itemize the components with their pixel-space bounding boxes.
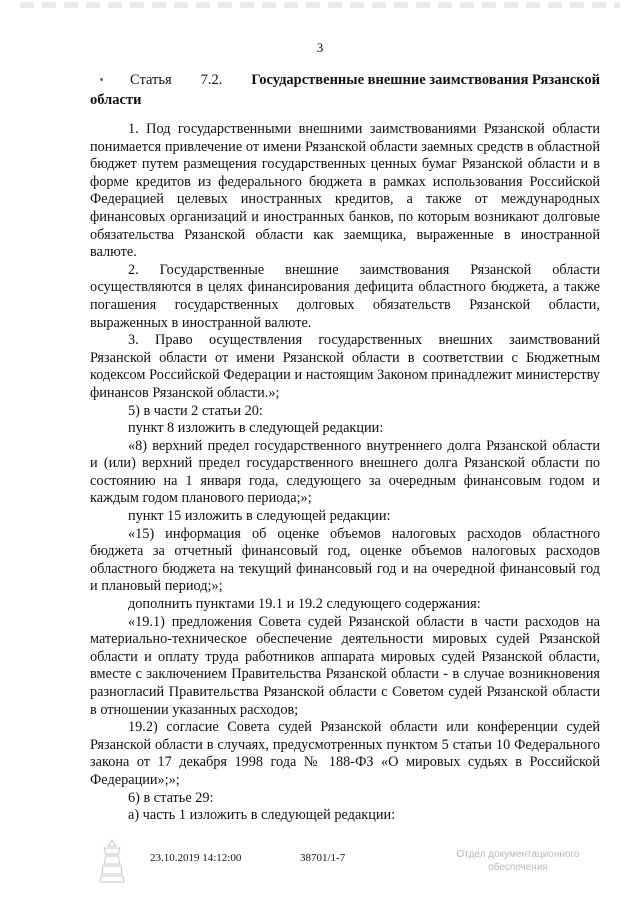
article-label: Статья: [130, 72, 172, 88]
paragraph-11: 19.2) согласие Совета судей Рязанской области или конференции судей Рязанской области в случаях, предусмотренных пунктом 5 статьи 10 Федерального закона от 17 декабря 1998 года № 188-ФЗ «О мировых судьях в Российской Федерации»;»;: [90, 719, 600, 788]
article-title: Государственные внешние заимствования Рязанской: [251, 72, 600, 88]
paragraph-13: а) часть 1 изложить в следующей редакции:: [128, 807, 396, 824]
scan-header-artifact: [20, 2, 620, 8]
paragraph-8: «15) информация об оценке объемов налоговых расходов областного бюджета за отчетный финансовый год, оценке объемов налоговых расходов областного бюджета на текущий финансовый год и на очередной финансовый год и плановый период;»;: [90, 525, 600, 595]
emblem-icon: [98, 838, 126, 884]
paragraph-1: 1. Под государственными внешними заимствованиями Рязанской области понимается привлечение от имени Рязанской области заемных средств в областной бюджет путем размещения государственных ценных бумаг Рязанской области и в форме кредитов из федерального бюджета в рамках использования Российской Федерацией целевых иностранных кредитов, а также от международных финансовых организаций и иностранных банков, по которым возникают долговые обязательства Рязанской области как заемщика, выраженные в иностранной валюте.: [90, 121, 600, 261]
article-title-continuation: области: [90, 92, 142, 108]
paragraph-12: 6) в статье 29:: [128, 789, 214, 806]
paragraph-3: 3. Право осуществления государственных внешних заимствований Рязанской области от имени Рязанской области в соответствии с Бюджетным кодексом Российской Федерации и настоящим Законом принадлежит министерству финансов Рязанской области.»;: [90, 332, 600, 401]
paragraph-4: 5) в части 2 статьи 20:: [128, 402, 263, 419]
stamp-line-2: обеспечения: [488, 862, 548, 873]
page-number: 3: [316, 40, 324, 55]
document-body: [90, 121, 600, 825]
paragraph-2: 2. Государственные внешние заимствования Рязанской области осуществляются в целях финансирования дефицита областного бюджета, а также погашения государственных долговых обязательств Рязанской области, выраженных в иностранной валюте.: [90, 261, 600, 331]
stamp-line-1: Отдел документационного: [456, 849, 580, 860]
article-heading: [90, 70, 600, 110]
paragraph-5: пункт 8 изложить в следующей редакции:: [128, 420, 384, 437]
footer-stamp: [448, 848, 588, 874]
article-number: 7.2.: [200, 72, 223, 88]
paragraph-9: дополнить пунктами 19.1 и 19.2 следующего содержания:: [128, 596, 481, 613]
footer-registration-code: 38701/1-7: [300, 852, 346, 864]
paragraph-6: «8) верхний предел государственного внутреннего долга Рязанской области и (или) верхний предел государственного внешнего долга Рязанской области по состоянию на 1 января года, следующего за очередным финансовым годом и каждым годом планового периода;»;: [90, 437, 600, 507]
footer-date: 23.10.2019 14:12:00: [150, 852, 242, 864]
paragraph-7: пункт 15 изложить в следующей редакции:: [128, 508, 391, 525]
paragraph-10: «19.1) предложения Совета судей Рязанской области в части расходов на материально-техническое обеспечение деятельности мировых судей Рязанской области и оплату труда работников аппарата мировых судей Рязанской области, вместе с заключением Правительства Рязанской области - в случае возникновения разногласий Правительства Рязанской области с Советом судей Рязанской области в отношении указанных расходов;: [90, 613, 600, 718]
